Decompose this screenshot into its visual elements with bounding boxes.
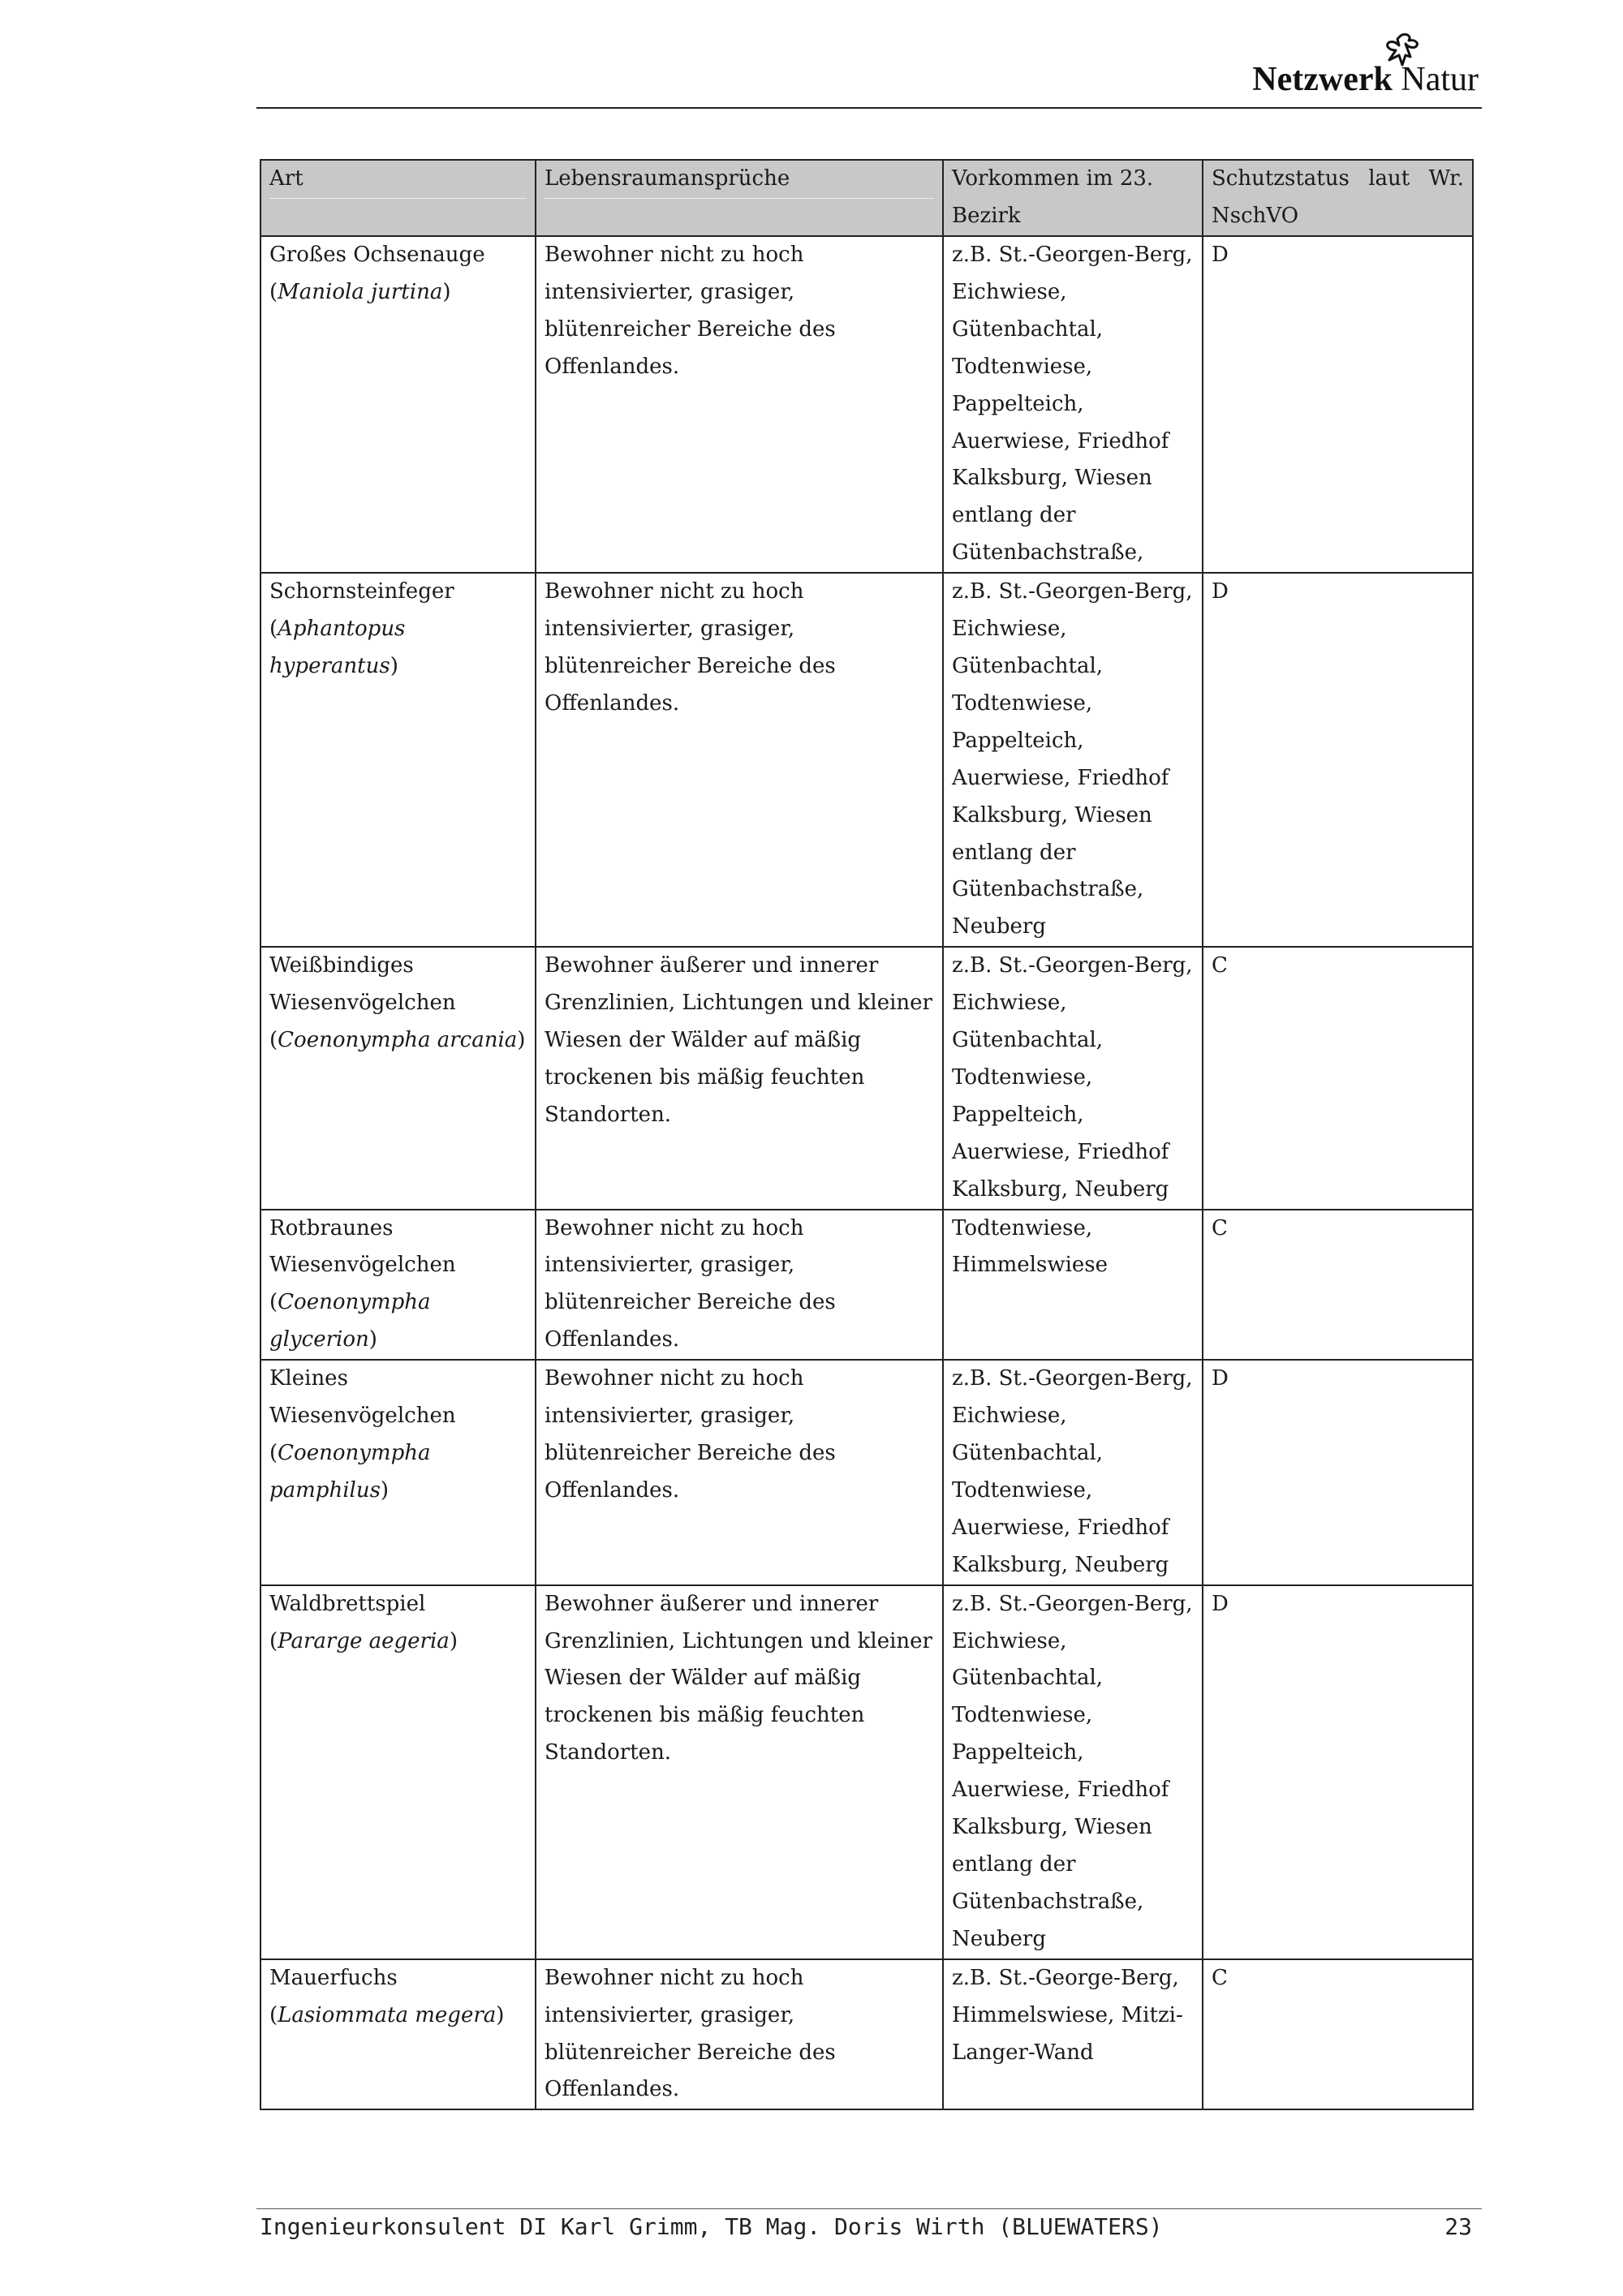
habitat-cell: Bewohner nicht zu hoch intensivierter, grasiger, blütenreicher Bereiche des Offenlandes. [536, 1360, 943, 1584]
species-cell: Weißbindiges Wiesenvögelchen (Coenonympha arcania) [260, 947, 536, 1209]
status-cell: C [1203, 947, 1473, 1209]
occurrence-cell: z.B. St.-Georgen-Berg, Eichwiese, Gütenbachtal, Todtenwiese, Pappelteich, Auerwiese, Friedhof Kalksburg, Wiesen entlang der Gütenbachstraße, Neuberg [943, 1585, 1203, 1959]
table-row [260, 1210, 1473, 1361]
species-table [260, 159, 1474, 2110]
column-header-habitat: Lebensraumansprüche [536, 160, 943, 236]
species-cell: Mauerfuchs (Lasiommata megera) [260, 1959, 536, 2110]
table-row [260, 1360, 1473, 1584]
status-cell: D [1203, 1360, 1473, 1584]
table-row [260, 1585, 1473, 1959]
status-cell: D [1203, 573, 1473, 947]
species-cell: Rotbraunes Wiesenvögelchen (Coenonympha glycerion) [260, 1210, 536, 1361]
species-cell: Waldbrettspiel (Pararge aegeria) [260, 1585, 536, 1959]
status-cell: C [1203, 1210, 1473, 1361]
species-name: Großes Ochsenauge [269, 243, 485, 267]
logo-text [1252, 60, 1479, 99]
logo-text-regular: Natur [1401, 61, 1479, 98]
species-latin-name: Coenonympha pamphilus [269, 1441, 431, 1503]
footer-authors: Ingenieurkonsulent DI Karl Grimm, TB Mag. Doris Wirth (BLUEWATERS) [260, 2213, 1163, 2240]
species-name: Rotbraunes Wiesenvögelchen [269, 1215, 456, 1278]
species-latin-name: Pararge aegeria [278, 1628, 450, 1653]
species-name: Waldbrettspiel [269, 1591, 426, 1616]
footer-divider [256, 2208, 1482, 2209]
stylized-figure-icon [1381, 32, 1422, 68]
column-header-status: Schutzstatus laut Wr. NschVO [1203, 160, 1473, 236]
species-cell: Großes Ochsenauge (Maniola jurtina) [260, 236, 536, 573]
occurrence-cell: z.B. St.-Georgen-Berg, Eichwiese, Gütenbachtal, Todtenwiese, Pappelteich, Auerwiese, Friedhof Kalksburg, Wiesen entlang der Gütenbachstraße, [943, 236, 1203, 573]
table-row [260, 573, 1473, 947]
species-latin-name: Maniola jurtina [278, 279, 443, 304]
species-name: Kleines Wiesenvögelchen [269, 1366, 456, 1429]
species-cell: Kleines Wiesenvögelchen (Coenonympha pamphilus) [260, 1360, 536, 1584]
species-cell: Schornsteinfeger (Aphantopus hyperantus) [260, 573, 536, 947]
status-cell: D [1203, 1585, 1473, 1959]
page-number: 23 [1444, 2213, 1472, 2240]
column-header-occurrence: Vorkommen im 23. Bezirk [943, 160, 1203, 236]
occurrence-cell: z.B. St.-Georgen-Berg, Eichwiese, Gütenbachtal, Todtenwiese, Pappelteich, Auerwiese, Friedhof Kalksburg, Neuberg [943, 947, 1203, 1209]
habitat-cell: Bewohner nicht zu hoch intensivierter, grasiger, blütenreicher Bereiche des Offenlandes. [536, 573, 943, 947]
status-cell: D [1203, 236, 1473, 573]
header-divider [256, 107, 1482, 109]
species-latin-name: Lasiommata megera [278, 2002, 497, 2027]
table-header-row [260, 160, 1473, 236]
habitat-cell: Bewohner nicht zu hoch intensivierter, grasiger, blütenreicher Bereiche des Offenlandes. [536, 1959, 943, 2110]
habitat-cell: Bewohner nicht zu hoch intensivierter, grasiger, blütenreicher Bereiche des Offenlandes. [536, 1210, 943, 1361]
habitat-cell: Bewohner äußerer und innerer Grenzlinien, Lichtungen und kleiner Wiesen der Wälder auf mäßig trockenen bis mäßig feuchten Standorten. [536, 947, 943, 1209]
column-header-art: Art [260, 160, 536, 236]
species-name: Mauerfuchs [269, 1965, 398, 1990]
occurrence-cell: z.B. St.-Georgen-Berg, Eichwiese, Gütenbachtal, Todtenwiese, Auerwiese, Friedhof Kalksburg, Neuberg [943, 1360, 1203, 1584]
species-latin-name: Coenonympha arcania [278, 1028, 518, 1053]
habitat-cell: Bewohner äußerer und innerer Grenzlinien, Lichtungen und kleiner Wiesen der Wälder auf mäßig trockenen bis mäßig feuchten Standorten. [536, 1585, 943, 1959]
species-latin-name: Aphantopus hyperantus [269, 617, 406, 678]
occurrence-cell: z.B. St.-Georgen-Berg, Eichwiese, Gütenbachtal, Todtenwiese, Pappelteich, Auerwiese, Friedhof Kalksburg, Wiesen entlang der Gütenbachstraße, Neuberg [943, 573, 1203, 947]
status-cell: C [1203, 1959, 1473, 2110]
table-row [260, 236, 1473, 573]
netzwerk-natur-logo [1252, 32, 1479, 99]
occurrence-cell: Todtenwiese, Himmelswiese [943, 1210, 1203, 1361]
species-latin-name: Coenonympha glycerion [269, 1290, 431, 1352]
occurrence-cell: z.B. St.-George-Berg, Himmelswiese, Mitzi-Langer-Wand [943, 1959, 1203, 2110]
species-name: Weißbindiges Wiesenvögelchen [269, 953, 456, 1016]
table-row [260, 1959, 1473, 2110]
habitat-cell: Bewohner nicht zu hoch intensivierter, grasiger, blütenreicher Bereiche des Offenlandes. [536, 236, 943, 573]
table-row [260, 947, 1473, 1209]
species-name: Schornsteinfeger [269, 579, 454, 604]
logo-text-bold: Netzwerk [1252, 61, 1393, 98]
